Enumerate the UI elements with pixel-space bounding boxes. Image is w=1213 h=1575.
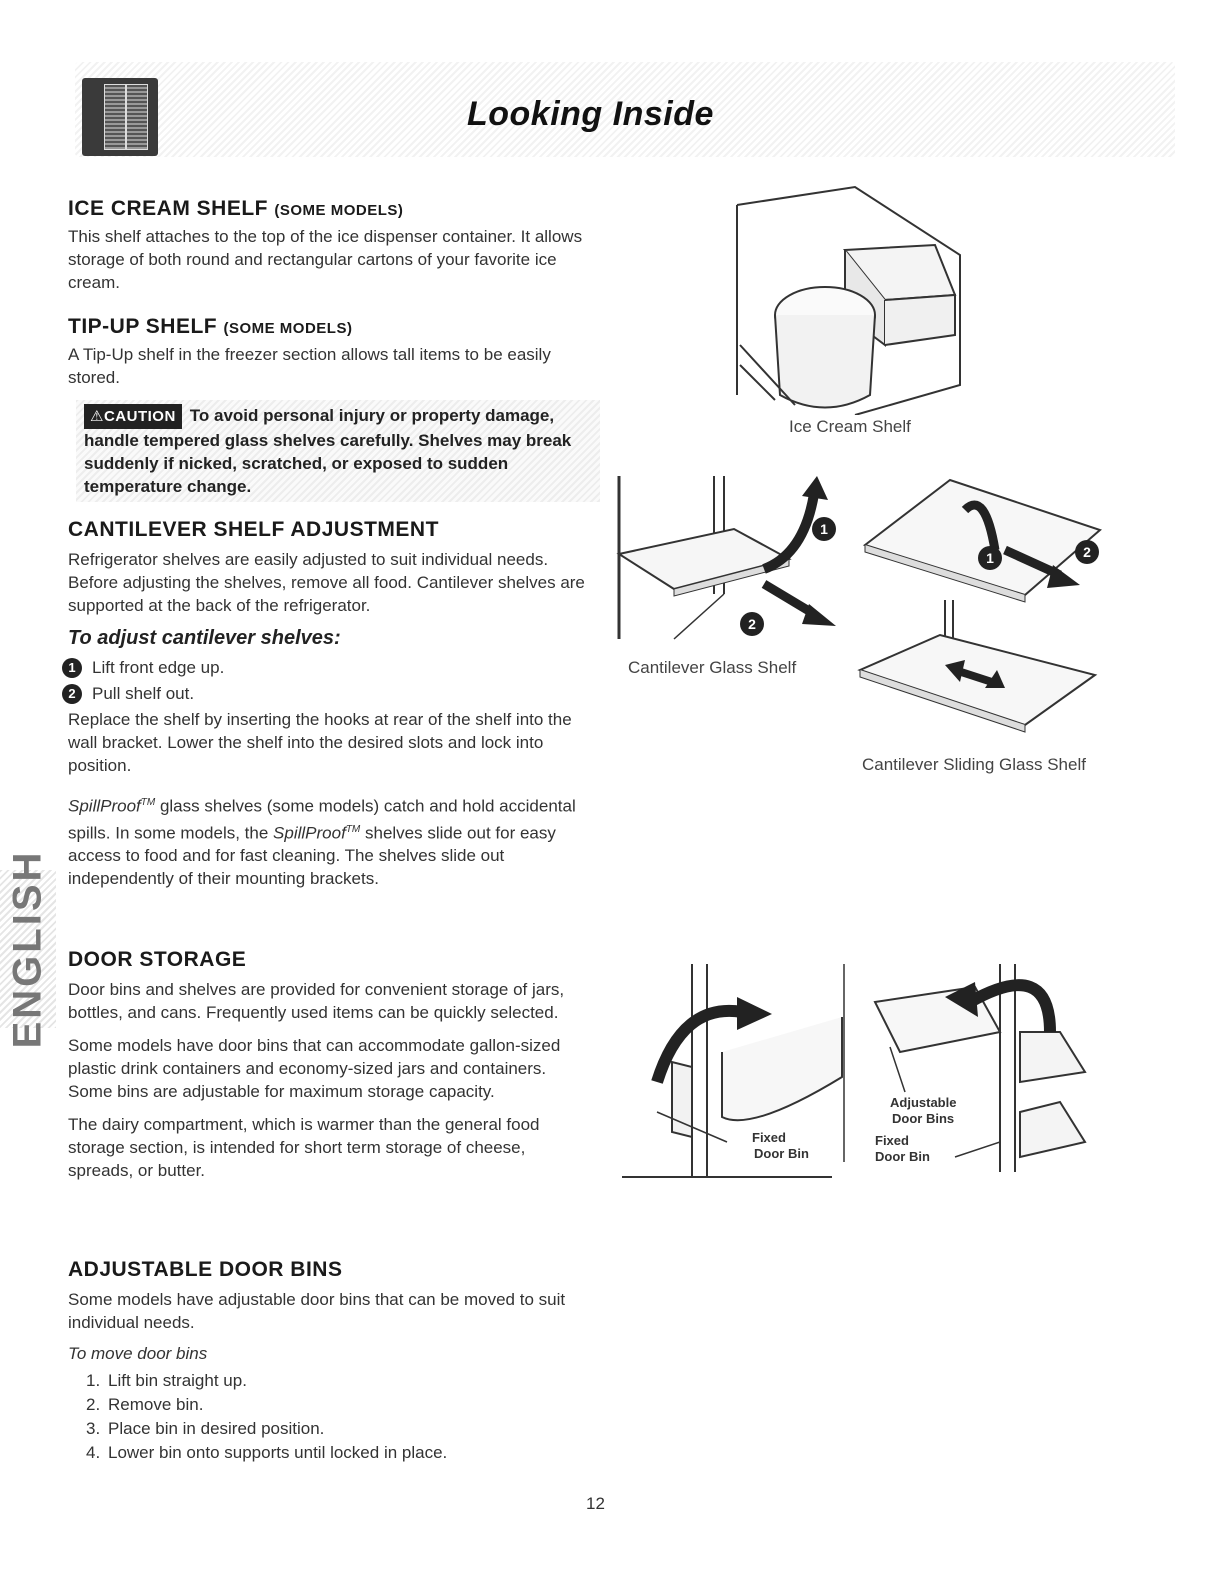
- language-tab: [0, 849, 56, 1049]
- list-item: 3. Place bin in desired position.: [86, 1419, 325, 1438]
- section-body: A Tip-Up shelf in the freezer section allows tall items to be easily stored.: [68, 345, 551, 387]
- cantilever-steps: [68, 656, 588, 705]
- section-heading: DOOR STORAGE: [68, 948, 247, 971]
- fixed-door-bin-illustration: [612, 962, 852, 1182]
- spillproof-paragraph: SpillProof™ glass shelves (some models) catch and hold accidental spills. In some models, the SpillProof™ shelves slide out for easy access to food and for fast cleaning. The shelves slide out independently of their mounting brackets.: [68, 796, 576, 889]
- callout-1: 1: [820, 521, 828, 537]
- door-bin-steps: [80, 1369, 588, 1465]
- page-title: Looking Inside: [467, 95, 714, 133]
- refrigerator-icon: [82, 78, 158, 156]
- section-body: Some models have adjustable door bins that can be moved to suit individual needs.: [68, 1290, 566, 1332]
- cantilever-glass-shelf-illustration: [614, 474, 850, 644]
- figure-caption: Ice Cream Shelf: [789, 417, 911, 436]
- fixed-door-bin-label-a: Fixed: [752, 1130, 786, 1145]
- section-body: Door bins and shelves are provided for convenient storage of jars, bottles, and cans. Frequently used items can be quickly selected.: [68, 980, 565, 1022]
- cantilever-sliding-glass-shelf-illustration: [855, 470, 1105, 748]
- step-item: 1 Lift front edge up.: [68, 656, 588, 679]
- section-body: Some models have door bins that can accommodate gallon-sized plastic drink containers and economy-sized jars and containers. Some bins are adjustable for maximum storage capacity.: [68, 1036, 561, 1101]
- section-body: Refrigerator shelves are easily adjusted to suit individual needs. Before adjusting the shelves, remove all food. Cantilever shelves are supported at the back of the refrigerator.: [68, 550, 585, 615]
- language-tab-label: ENGLISH: [5, 849, 50, 1049]
- section-body: This shelf attaches to the top of the ice dispenser container. It allows storage of both round and rectangular cartons of your favorite ice cream.: [68, 227, 583, 292]
- list-item: 2. Remove bin.: [86, 1395, 204, 1414]
- section-cantilever: [68, 518, 588, 890]
- list-item: 1. Lift bin straight up.: [86, 1371, 247, 1390]
- callout-2: 2: [1083, 544, 1091, 560]
- figure-caption: Cantilever Sliding Glass Shelf: [862, 755, 1086, 774]
- section-ice-cream-shelf: [68, 197, 588, 294]
- adjustable-door-bins-label-b: Door Bins: [892, 1111, 955, 1126]
- ice-cream-shelf-illustration: [735, 185, 965, 415]
- subheading: To move door bins: [68, 1344, 208, 1363]
- adjustable-door-bins-label-a: Adjustable: [890, 1095, 957, 1110]
- page-number: 12: [586, 1494, 605, 1513]
- subheading: To adjust cantilever shelves:: [68, 627, 341, 649]
- callout-1: 1: [986, 550, 994, 566]
- fixed-door-bin-label-b: Door Bin: [754, 1146, 809, 1161]
- fixed-door-bin-label-a: Fixed: [875, 1133, 909, 1148]
- replace-instructions: Replace the shelf by inserting the hooks at rear of the shelf into the wall bracket. Lower the shelf into the desired slots and lock into position.: [68, 710, 572, 775]
- caution-text: To avoid personal injury or property damage, handle tempered glass shelves carefully. Shelves may break suddenly if nicked, scratched, or exposed to sudden temperature change.: [84, 406, 572, 496]
- section-body: The dairy compartment, which is warmer than the general food storage section, is intended for short term storage of cheese, spreads, or butter.: [68, 1115, 540, 1180]
- section-door-storage: [68, 948, 588, 1182]
- caution-box: [76, 400, 600, 502]
- caution-badge: ⚠CAUTION: [84, 404, 182, 429]
- adjustable-door-bins-illustration: [860, 962, 1100, 1182]
- fixed-door-bin-label-b: Door Bin: [875, 1149, 930, 1164]
- list-item: 4. Lower bin onto supports until locked in place.: [86, 1443, 448, 1462]
- section-heading: ICE CREAM SHELF (SOME MODELS): [68, 197, 404, 220]
- section-adjustable-door-bins: [68, 1258, 588, 1465]
- section-heading: ADJUSTABLE DOOR BINS: [68, 1258, 343, 1281]
- callout-2: 2: [748, 616, 756, 632]
- section-heading: CANTILEVER SHELF ADJUSTMENT: [68, 518, 439, 541]
- step-item: 2 Pull shelf out.: [68, 682, 588, 705]
- section-tip-up-shelf: [68, 315, 588, 389]
- figure-caption: Cantilever Glass Shelf: [628, 658, 797, 677]
- section-heading: TIP-UP SHELF (SOME MODELS): [68, 315, 353, 338]
